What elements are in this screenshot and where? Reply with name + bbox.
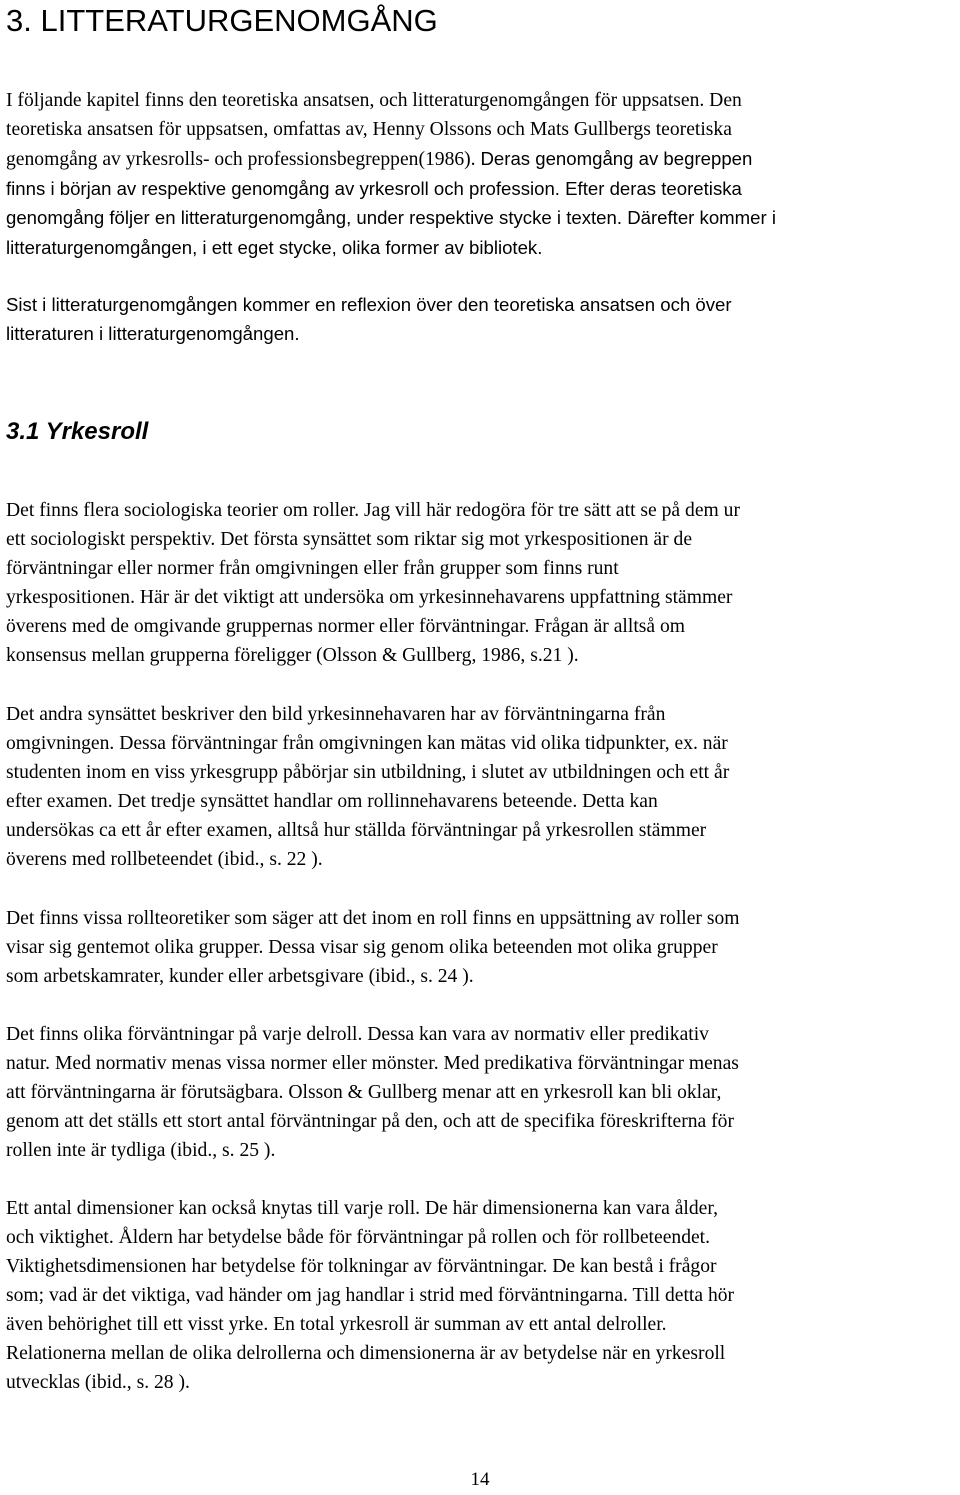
text-segment-sans: Deras genomgång av begreppen — [480, 148, 753, 169]
text-line: Det finns flera sociologiska teorier om roller. Jag vill här redogöra för tre sätt att se på dem ur — [6, 500, 740, 521]
intro-paragraph-1 — [6, 86, 776, 262]
text-line: att förväntningarna är förutsägbara. Olsson & Gullberg menar att en yrkesroll kan bli oklar, — [6, 1082, 722, 1103]
role-paragraph-3 — [6, 904, 740, 991]
text-line: natur. Med normativ menas vissa normer eller mönster. Med predikativa förväntningar menas — [6, 1053, 739, 1074]
page-number: 14 — [470, 1469, 490, 1490]
text-line: visar sig gentemot olika grupper. Dessa visar sig genom olika beteenden mot olika grupper — [6, 937, 718, 958]
text-line: överens med rollbeteendet (ibid., s. 22 ). — [6, 849, 323, 870]
text-line: utvecklas (ibid., s. 28 ). — [6, 1372, 190, 1393]
role-paragraph-1 — [6, 496, 740, 670]
text-line: Det finns olika förväntningar på varje delroll. Dessa kan vara av normativ eller predikativ — [6, 1024, 709, 1045]
text-line: Det andra synsättet beskriver den bild yrkesinnehavaren har av förväntningarna från — [6, 704, 666, 725]
text-segment-sans: genomgång följer en litteraturgenomgång, under respektive stycke i texten. — [6, 207, 628, 228]
text-line: även behörighet till ett visst yrke. En total yrkesroll är summan av ett antal delroller. — [6, 1314, 667, 1335]
role-paragraph-5 — [6, 1194, 734, 1397]
text-line: teoretiska ansatsen för uppsatsen, omfattas av, Henny Olssons och Mats Gullbergs teoretiska — [6, 119, 732, 140]
text-line: som arbetskamrater, kunder eller arbetsgivare (ibid., s. 24 ). — [6, 966, 474, 987]
text-segment-sans: Efter deras teoretiska — [559, 178, 742, 199]
text-line: yrkespositionen. Här är det viktigt att undersöka om yrkesinnehavarens uppfattning stämmer — [6, 587, 733, 608]
text-segment-sans: Därefter kommer i — [627, 207, 776, 228]
text-segment-sans: finns i början av respektive genomgång av yrkesroll och profession. — [6, 178, 560, 199]
role-paragraph-4 — [6, 1020, 739, 1165]
text-line: och viktighet. Åldern har betydelse både för förväntningar på rollen och för rollbeteendet. — [6, 1227, 711, 1248]
text-line: Det finns vissa rollteoretiker som säger att det inom en roll finns en uppsättning av roller som — [6, 908, 740, 929]
text-line: konsensus mellan grupperna föreligger (Olsson & Gullberg, 1986, s.21 ). — [6, 645, 579, 666]
text-line: förväntningar eller normer från omgivningen eller från grupper som finns runt — [6, 558, 619, 579]
text-line: som; vad är det viktiga, vad händer om jag handlar i strid med förväntningarna. Till detta hör — [6, 1285, 735, 1306]
intro-paragraph-2 — [6, 290, 732, 348]
text-line: litteraturen i litteraturgenomgången. — [6, 323, 300, 344]
chapter-heading: 3. LITTERATURGENOMGÅNG — [6, 3, 438, 38]
text-segment: genomgång av yrkesrolls- och professionsbegreppen(1986). — [6, 149, 481, 170]
text-line: efter examen. Det tredje synsättet handlar om rollinnehavarens beteende. Detta kan — [6, 791, 658, 812]
text-line: överens med de omgivande gruppernas normer eller förväntningar. Frågan är alltså om — [6, 616, 686, 637]
text-line: genom att det ställs ett stort antal förväntningar på den, och att de specifika föreskrifterna för — [6, 1111, 734, 1132]
text-line — [6, 144, 776, 174]
role-paragraph-2 — [6, 700, 729, 874]
text-line: studenten inom en viss yrkesgrupp påbörjar sin utbildning, i slutet av utbildningen och ett år — [6, 762, 730, 783]
text-line: rollen inte är tydliga (ibid., s. 25 ). — [6, 1140, 276, 1161]
text-line: omgivningen. Dessa förväntningar från omgivningen kan mätas vid olika tidpunkter, ex. när — [6, 733, 728, 754]
section-heading: 3.1 Yrkesroll — [6, 418, 149, 445]
text-line: Sist i litteraturgenomgången kommer en reflexion över den teoretiska ansatsen och över — [6, 294, 732, 315]
text-line: Ett antal dimensioner kan också knytas till varje roll. De här dimensionerna kan vara ålder, — [6, 1198, 718, 1219]
text-line: I följande kapitel finns den teoretiska ansatsen, och litteraturgenomgången för uppsatsen. Den — [6, 90, 742, 111]
text-line — [6, 174, 776, 203]
text-line: litteraturgenomgången, i ett eget stycke, olika former av bibliotek. — [6, 237, 543, 258]
text-line — [6, 203, 776, 233]
text-line: Relationerna mellan de olika delrollerna och dimensionerna är av betydelse när en yrkesroll — [6, 1343, 726, 1364]
text-line: Viktighetsdimensionen har betydelse för tolkningar av förväntningar. De kan bestå i frågor — [6, 1256, 717, 1277]
text-line: undersökas ca ett år efter examen, alltså hur ställda förväntningar på yrkesrollen stämmer — [6, 820, 707, 841]
text-line: ett sociologiskt perspektiv. Det första synsättet som riktar sig mot yrkespositionen är de — [6, 529, 693, 550]
